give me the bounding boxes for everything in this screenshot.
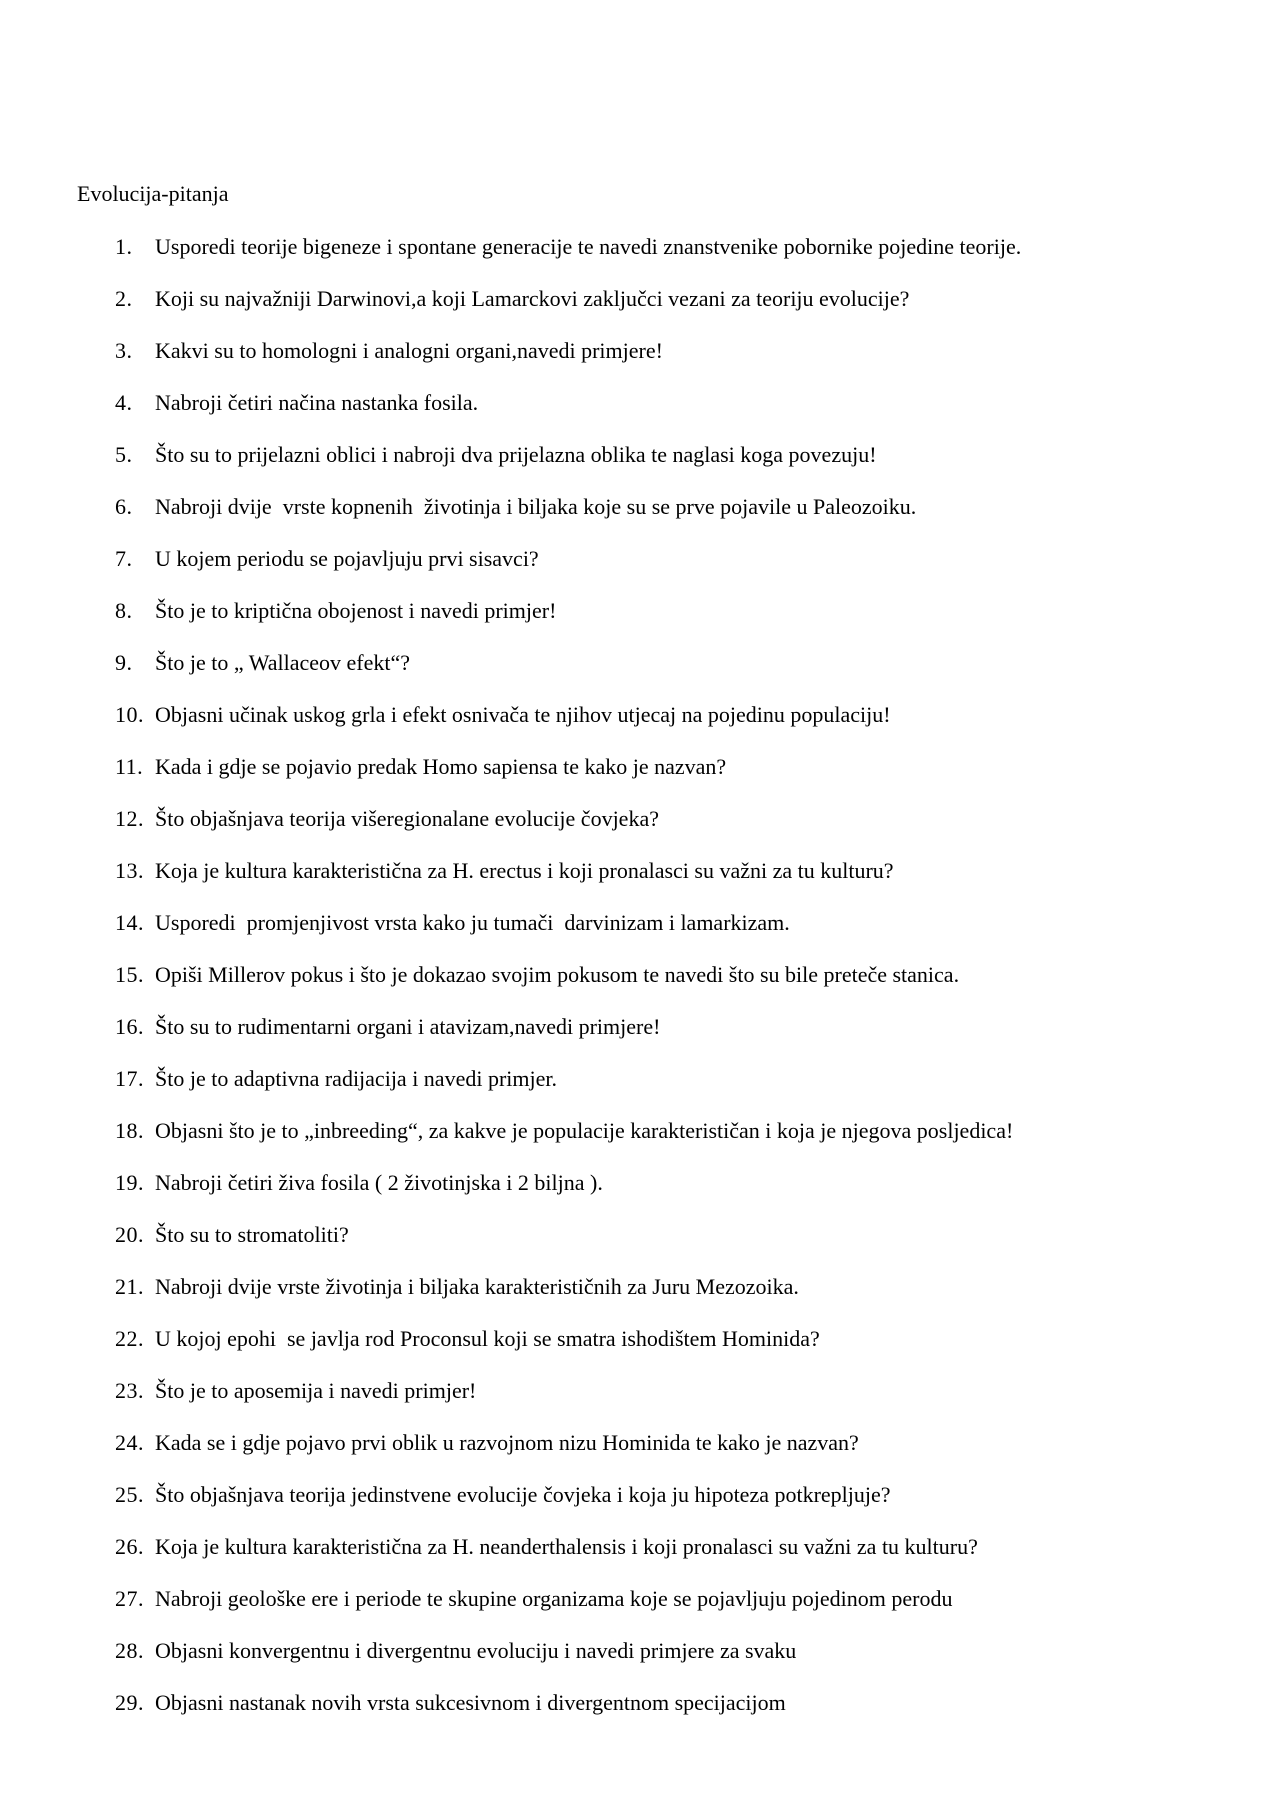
question-number: 17. — [115, 1066, 144, 1091]
question-number: 18. — [115, 1118, 144, 1143]
question-number: 23. — [115, 1378, 144, 1403]
question-number: 11. — [115, 754, 144, 779]
question-number: 8. — [115, 598, 133, 623]
question-text: Što je to kriptična obojenost i navedi primjer! — [155, 598, 557, 623]
question-text: Nabroji geološke ere i periode te skupine organizama koje se pojavljuju pojedinom perodu — [155, 1586, 953, 1611]
question-text: Što su to prijelazni oblici i nabroji dva prijelazna oblika te naglasi koga povezuju! — [155, 442, 877, 467]
question-number: 5. — [115, 442, 133, 467]
question-number: 25. — [115, 1482, 144, 1507]
question-number: 29. — [115, 1690, 144, 1715]
question-number: 16. — [115, 1014, 144, 1039]
question-text: Što su to rudimentarni organi i atavizam,navedi primjere! — [155, 1014, 661, 1039]
question-text: Kada se i gdje pojavo prvi oblik u razvojnom nizu Hominida te kako je nazvan? — [155, 1430, 859, 1455]
question-text: Koji su najvažniji Darwinovi,a koji Lamarckovi zaključci vezani za teoriju evolucije? — [155, 286, 910, 311]
question-text: Što je to „ Wallaceov efekt“? — [155, 650, 410, 675]
document-title: Evolucija-pitanja — [77, 181, 229, 206]
question-text: Usporedi promjenjivost vrsta kako ju tumači darvinizam i lamarkizam. — [155, 910, 790, 935]
question-number: 24. — [115, 1430, 144, 1455]
question-number: 10. — [115, 702, 144, 727]
question-text: U kojoj epohi se javlja rod Proconsul koji se smatra ishodištem Hominida? — [155, 1326, 820, 1351]
question-number: 14. — [115, 910, 144, 935]
question-text: Koja je kultura karakteristična za H. erectus i koji pronalasci su važni za tu kulturu? — [155, 858, 894, 883]
question-text: Što su to stromatoliti? — [155, 1222, 349, 1247]
question-number: 22. — [115, 1326, 144, 1351]
question-text: Nabroji dvije vrste životinja i biljaka karakterističnih za Juru Mezozoika. — [155, 1274, 799, 1299]
question-number: 19. — [115, 1170, 144, 1195]
question-number: 28. — [115, 1638, 144, 1663]
question-number: 6. — [115, 494, 133, 519]
question-number: 12. — [115, 806, 144, 831]
question-text: Objasni učinak uskog grla i efekt osnivača te njihov utjecaj na pojedinu populaciju! — [155, 702, 891, 727]
question-text: Kada i gdje se pojavio predak Homo sapiensa te kako je nazvan? — [155, 754, 727, 779]
question-text: Usporedi teorije bigeneze i spontane generacije te navedi znanstvenike pobornike pojedine teorije. — [155, 234, 1022, 259]
question-number: 4. — [115, 390, 133, 415]
question-number: 7. — [115, 546, 133, 571]
question-number: 15. — [115, 962, 144, 987]
question-number: 27. — [115, 1586, 144, 1611]
question-text: Objasni što je to „inbreeding“, za kakve je populacije karakterističan i koja je njegova posljedica! — [155, 1118, 1014, 1143]
question-number: 1. — [115, 234, 133, 259]
question-text: Nabroji četiri načina nastanka fosila. — [155, 390, 479, 415]
question-text: Objasni konvergentnu i divergentnu evoluciju i navedi primjere za svaku — [155, 1638, 797, 1663]
question-number: 26. — [115, 1534, 144, 1559]
question-text: Što objašnjava teorija jedinstvene evolucije čovjeka i koja ju hipoteza potkrepljuje? — [155, 1482, 891, 1507]
question-number: 20. — [115, 1222, 144, 1247]
question-text: Što je to aposemija i navedi primjer! — [155, 1378, 477, 1403]
question-number: 9. — [115, 650, 133, 675]
question-text: Opiši Millerov pokus i što je dokazao svojim pokusom te navedi što su bile preteče stanica. — [155, 962, 960, 987]
question-text: Što je to adaptivna radijacija i navedi primjer. — [155, 1066, 557, 1091]
question-text: Kakvi su to homologni i analogni organi,navedi primjere! — [155, 338, 663, 363]
question-text: Nabroji četiri živa fosila ( 2 životinjska i 2 biljna ). — [155, 1170, 603, 1195]
question-text: Što objašnjava teorija višeregionalane evolucije čovjeka? — [155, 806, 659, 831]
question-number: 13. — [115, 858, 144, 883]
question-text: Koja je kultura karakteristična za H. neanderthalensis i koji pronalasci su važni za tu kulturu? — [155, 1534, 978, 1559]
question-text: U kojem periodu se pojavljuju prvi sisavci? — [155, 546, 539, 571]
question-number: 21. — [115, 1274, 144, 1299]
question-number: 2. — [115, 286, 133, 311]
question-text: Objasni nastanak novih vrsta sukcesivnom i divergentnom specijacijom — [155, 1690, 786, 1715]
question-number: 3. — [115, 338, 133, 363]
question-text: Nabroji dvije vrste kopnenih životinja i biljaka koje su se prve pojavile u Paleozoiku. — [155, 494, 917, 519]
